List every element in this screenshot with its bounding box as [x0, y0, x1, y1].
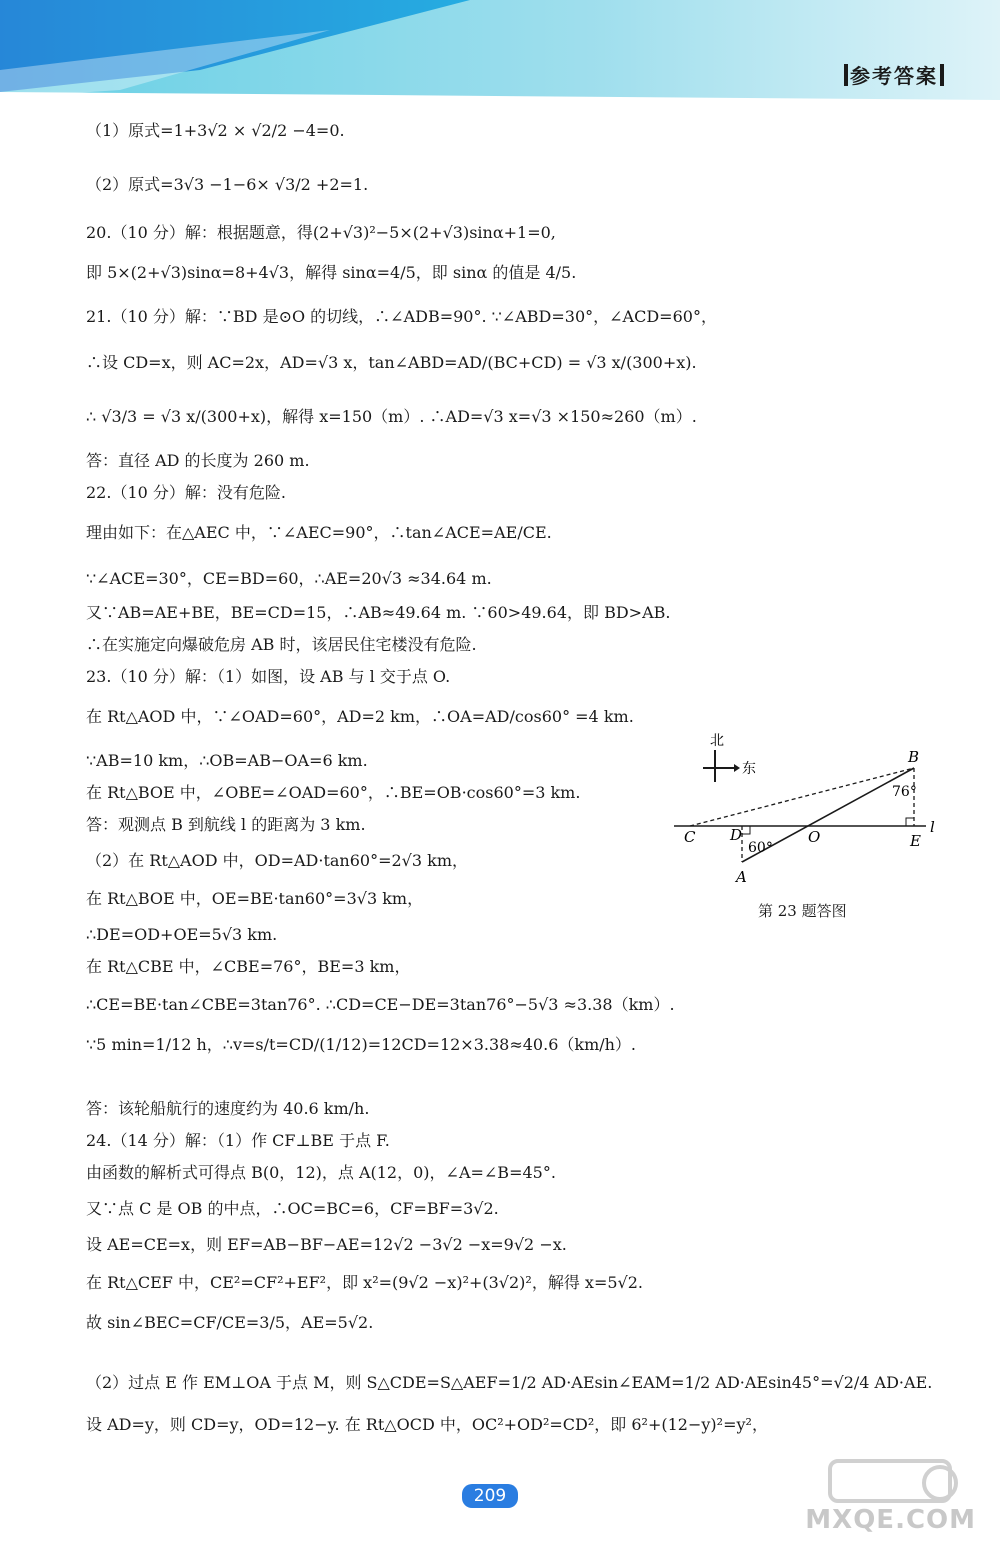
text-line: 在 Rt△BOE 中，OE=BE·tan60°=3√3 km，	[86, 889, 424, 908]
text-line: 设 AE=CE=x，则 EF=AB−BF−AE=12√2 −3√2 −x=9√2 −x.	[86, 1235, 567, 1254]
text-line: 21.（10 分）解：∵BD 是⊙O 的切线，∴∠ADB=90°. ∵∠ABD=30°，∠ACD=60°，	[86, 307, 717, 326]
section-label	[842, 60, 946, 89]
point-d-label: D	[730, 826, 743, 844]
text-line: 又∵点 C 是 OB 的中点，∴OC=BC=6，CF=BF=3√2.	[86, 1199, 499, 1218]
text-line: 答：观测点 B 到航线 l 的距离为 3 km.	[86, 815, 366, 834]
point-b-label: B	[908, 748, 920, 766]
text-line: （2）过点 E 作 EM⊥OA 于点 M，则 S△CDE=S△AEF=1/2 AD·AEsin∠EAM=1/2 AD·AEsin45°=√2/4 AD·AE.	[86, 1373, 933, 1392]
text-line: 24.（14 分）解：（1）作 CF⊥BE 于点 F.	[86, 1131, 390, 1150]
watermark-text: MXQE.COM	[805, 1505, 976, 1535]
right-angle-e	[906, 818, 914, 826]
point-a-label: A	[736, 868, 747, 886]
text-line: 在 Rt△CEF 中，CE²=CF²+EF²，即 x²=(9√2 −x)²+(3√2)²，解得 x=5√2.	[86, 1273, 643, 1292]
text-line: ∴设 CD=x，则 AC=2x，AD=√3 x，tan∠ABD=AD/(BC+CD) = √3 x/(300+x).	[86, 353, 697, 372]
text-line: （1）原式=1+3√2 × √2/2 −4=0.	[86, 121, 345, 140]
text-line: 即 5×(2+√3)sinα=8+4√3，解得 sinα=4/5，即 sinα 的值是 4/5.	[86, 263, 577, 282]
text-line: 在 Rt△BOE 中，∠OBE=∠OAD=60°，∴BE=OB·cos60°=3 km.	[86, 783, 581, 802]
figure-caption: 第 23 题答图	[758, 902, 847, 920]
text-line: 22.（10 分）解：没有危险.	[86, 483, 286, 502]
text-line: 设 AD=y，则 CD=y，OD=12−y. 在 Rt△OCD 中，OC²+OD²=CD²，即 6²+(12−y)²=y²，	[86, 1415, 768, 1434]
north-label: 北	[710, 733, 724, 749]
text-line: 由函数的解析式可得点 B(0，12)，点 A(12，0)，∠A=∠B=45°.	[86, 1163, 556, 1182]
text-line: ∵AB=10 km，∴OB=AB−OA=6 km.	[86, 751, 368, 770]
line-cb	[690, 768, 914, 826]
page-number: 209	[462, 1484, 518, 1508]
point-c-label: C	[684, 828, 696, 846]
text-line: ∵∠ACE=30°，CE=BD=60，∴AE=20√3 ≈34.64 m.	[86, 569, 492, 588]
east-label: 东	[742, 761, 756, 777]
text-line: ∴ √3/3 = √3 x/(300+x)，解得 x=150（m）. ∴AD=√3 x=√3 ×150≈260（m）.	[86, 407, 697, 426]
angle-76-label: 76°	[892, 784, 917, 800]
text-line: （2）在 Rt△AOD 中，OD=AD·tan60°=2√3 km，	[86, 851, 469, 870]
text-line: 答：直径 AD 的长度为 260 m.	[86, 451, 310, 470]
point-e-label: E	[910, 832, 921, 850]
text-line: 又∵AB=AE+BE，BE=CD=15，∴AB≈49.64 m. ∵60>49.64，即 BD>AB.	[86, 603, 671, 622]
text-line: 在 Rt△AOD 中，∵∠OAD=60°，AD=2 km，∴OA=AD/cos60° =4 km.	[86, 707, 634, 726]
text-line: （2）原式=3√3 −1−6× √3/2 +2=1.	[86, 175, 369, 194]
right-angle-d	[742, 826, 750, 834]
text-line: ∵5 min=1/12 h，∴v=s/t=CD/(1/12)=12CD=12×3.38≈40.6（km/h）.	[86, 1035, 637, 1054]
label-bar-icon	[940, 64, 944, 86]
label-bar-icon	[844, 64, 848, 86]
line-l-label: l	[930, 818, 935, 836]
text-line: 在 Rt△CBE 中，∠CBE=76°，BE=3 km，	[86, 957, 411, 976]
point-o-label: O	[808, 828, 821, 846]
text-line: 23.（10 分）解：（1）如图，设 AB 与 l 交于点 O.	[86, 667, 451, 686]
text-line: 理由如下：在△AEC 中，∵∠AEC=90°，∴tan∠ACE=AE/CE.	[86, 523, 552, 542]
text-line: 故 sin∠BEC=CF/CE=3/5，AE=5√2.	[86, 1313, 374, 1332]
angle-60-label: 60°	[748, 840, 773, 856]
text-line: 答：该轮船航行的速度约为 40.6 km/h.	[86, 1099, 370, 1118]
text-line: ∴CE=BE·tan∠CBE=3tan76°. ∴CD=CE−DE=3tan76°−5√3 ≈3.38（km）.	[86, 995, 675, 1014]
compass-icon	[703, 733, 756, 782]
text-line: 20.（10 分）解：根据题意，得(2+√3)²−5×(2+√3)sinα+1=0,	[86, 223, 556, 242]
text-line: ∴在实施定向爆破危房 AB 时，该居民住宅楼没有危险.	[86, 635, 477, 654]
text-line: ∴DE=OD+OE=5√3 km.	[86, 925, 278, 944]
section-label-text: 参考答案	[850, 64, 938, 88]
